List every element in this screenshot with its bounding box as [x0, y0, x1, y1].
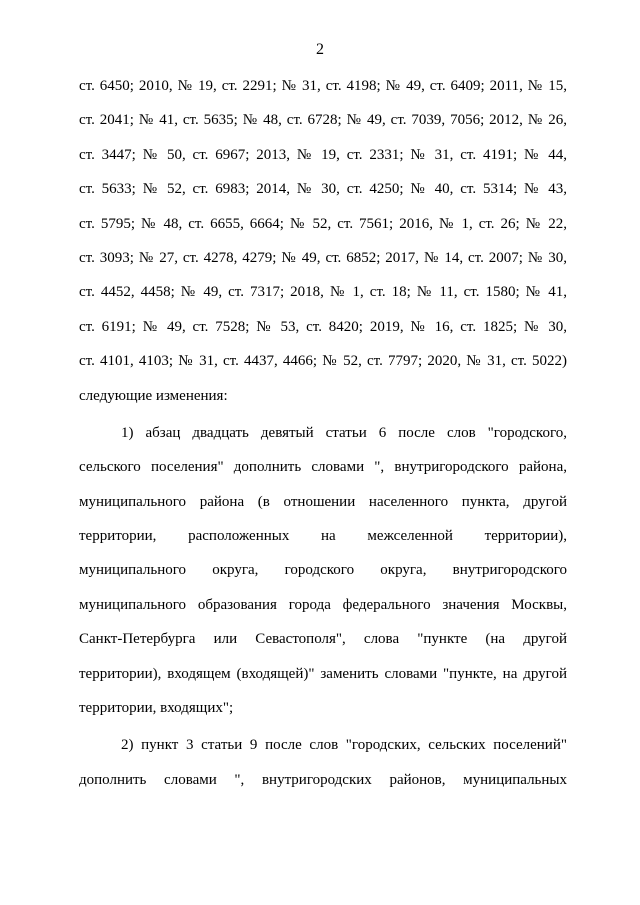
paragraph	[79, 422, 567, 732]
text-line: муниципального округа, городского округа, внутригородского	[79, 562, 567, 579]
document-body	[79, 75, 567, 803]
text-line: территории), входящем (входящей)" заменить словами "пункте, на другой	[79, 665, 567, 682]
text-line: муниципального района (в отношении населенного пункта, другой	[79, 493, 567, 510]
text-line: муниципального образования города федерального значения Москвы,	[79, 596, 567, 613]
text-line: ст. 5795; № 48, ст. 6655, 6664; № 52, ст. 7561; 2016, № 1, ст. 26; № 22,	[79, 215, 567, 232]
text-line: 2) пункт 3 статьи 9 после слов "городских, сельских поселений"	[121, 737, 567, 754]
text-line: Санкт-Петербурга или Севастополя", слова "пункте (на другой	[79, 631, 567, 648]
text-line: 1) абзац двадцать девятый статьи 6 после слов "городского,	[121, 424, 567, 441]
text-line: дополнить словами ", внутригородских районов, муниципальных	[79, 771, 567, 788]
text-line: ст. 2041; № 41, ст. 5635; № 48, ст. 6728; № 49, ст. 7039, 7056; 2012, № 26,	[79, 112, 567, 129]
text-line: ст. 4101, 4103; № 31, ст. 4437, 4466; № 52, ст. 7797; 2020, № 31, ст. 5022)	[79, 353, 567, 370]
text-line: территории, входящих";	[79, 700, 234, 717]
text-line: территории, расположенных на межселенной территории),	[79, 528, 567, 545]
paragraph	[79, 734, 567, 803]
text-line: ст. 3447; № 50, ст. 6967; 2013, № 19, ст. 2331; № 31, ст. 4191; № 44,	[79, 146, 567, 163]
text-line: ст. 6450; 2010, № 19, ст. 2291; № 31, ст. 4198; № 49, ст. 6409; 2011, № 15,	[79, 78, 567, 94]
text-line: сельского поселения" дополнить словами ", внутригородского района,	[79, 459, 567, 476]
text-line: следующие изменения:	[79, 387, 228, 404]
text-line: ст. 4452, 4458; № 49, ст. 7317; 2018, № 1, ст. 18; № 11, ст. 1580; № 41,	[79, 284, 567, 301]
text-line: ст. 6191; № 49, ст. 7528; № 53, ст. 8420; 2019, № 16, ст. 1825; № 30,	[79, 318, 567, 335]
paragraph	[79, 75, 567, 419]
text-line: ст. 3093; № 27, ст. 4278, 4279; № 49, ст. 6852; 2017, № 14, ст. 2007; № 30,	[79, 249, 567, 266]
page-number: 2	[316, 41, 324, 58]
text-line: ст. 5633; № 52, ст. 6983; 2014, № 30, ст. 4250; № 40, ст. 5314; № 43,	[79, 181, 567, 198]
